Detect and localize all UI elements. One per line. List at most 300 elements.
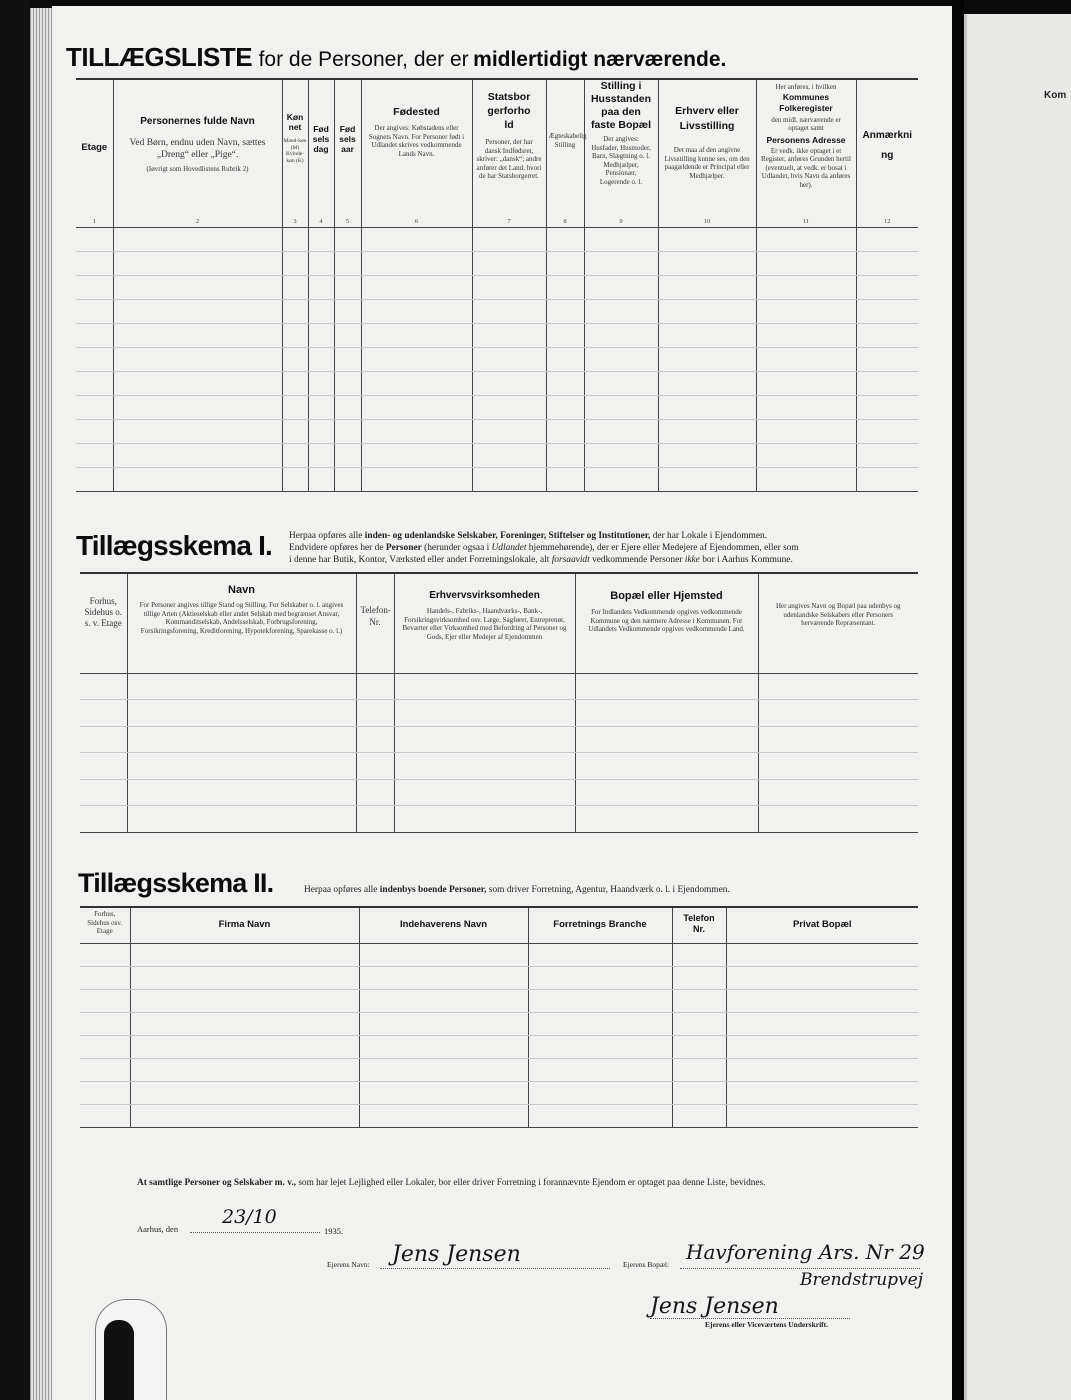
skema1-title: Tillægsskema I. xyxy=(76,530,273,561)
col-stilling-i-husstanden: Stilling i Husstanden paa den faste Bopæl Der angives: Husfader, Husmoder, Barn, Slægtning o. l. Medhjælper, Pensionær, Logerende o. l. 9 xyxy=(584,79,658,227)
table-cell[interactable] xyxy=(127,753,356,780)
date-dotted-line xyxy=(190,1232,320,1233)
table-cell[interactable] xyxy=(672,1035,726,1058)
table-row xyxy=(76,467,918,491)
table-cell[interactable] xyxy=(282,347,308,371)
declaration-text: At samtlige Personer og Selskaber m. v., som har lejet Lejlighed eller Lokaler, bor eller driver Forretning i forannævnte Ejendom er optaget paa denne Liste, bevidnes. xyxy=(137,1178,766,1188)
table-cell[interactable] xyxy=(361,275,472,299)
table-cell[interactable] xyxy=(130,1035,359,1058)
table-cell[interactable] xyxy=(113,323,282,347)
table-row xyxy=(76,251,918,275)
skema1-note-line-2: Endvidere opføres her de Personer (herunder ogsaa i Udlandet hjemmehørende), der er Ejere eller Medejere af Ejendommen, eller som xyxy=(289,543,799,553)
table-cell[interactable] xyxy=(756,443,856,467)
col-foedested: Fødested Der angives: Købstadens eller Sognets Navn. For Personer født i Udlandet skrives vedkommende Lands Navn. 6 xyxy=(361,79,472,227)
table-cell[interactable] xyxy=(584,251,658,275)
table-row xyxy=(76,275,918,299)
table-cell[interactable] xyxy=(308,347,334,371)
table-cell[interactable] xyxy=(856,467,918,491)
signature-handwritten: Jens Jensen xyxy=(650,1294,779,1319)
table-cell[interactable] xyxy=(658,275,756,299)
skema2-col-firma-navn: Firma Navn xyxy=(130,907,359,943)
table-row xyxy=(76,347,918,371)
table-cell[interactable] xyxy=(113,467,282,491)
table-cell[interactable] xyxy=(359,989,528,1012)
table-cell[interactable] xyxy=(334,467,361,491)
table-cell[interactable] xyxy=(584,347,658,371)
skema2-col-telefon: Telefon Nr. xyxy=(672,907,726,943)
table-cell[interactable] xyxy=(575,779,758,806)
table-cell[interactable] xyxy=(308,323,334,347)
skema2-note: Herpaa opføres alle indenbys boende Personer, som driver Forretning, Agentur, Haandværk o. l. i Ejendommen. xyxy=(304,885,730,895)
table-cell[interactable] xyxy=(356,700,394,727)
table-cell[interactable] xyxy=(282,419,308,443)
table-cell[interactable] xyxy=(113,443,282,467)
table-cell[interactable] xyxy=(856,299,918,323)
table-cell[interactable] xyxy=(334,443,361,467)
table-cell[interactable] xyxy=(658,227,756,251)
table-cell[interactable] xyxy=(726,1081,918,1104)
table-row xyxy=(80,779,918,806)
table-cell[interactable] xyxy=(546,227,584,251)
table-cell[interactable] xyxy=(658,347,756,371)
table-row xyxy=(76,299,918,323)
skema2-header-row xyxy=(80,907,918,943)
table-cell[interactable] xyxy=(672,966,726,989)
table-cell[interactable] xyxy=(361,323,472,347)
table-cell[interactable] xyxy=(334,323,361,347)
table-row xyxy=(80,1035,918,1058)
table-cell[interactable] xyxy=(113,251,282,275)
binder-clip-inner xyxy=(104,1320,134,1400)
table-cell[interactable] xyxy=(546,443,584,467)
table-cell[interactable] xyxy=(308,419,334,443)
table-cell[interactable] xyxy=(113,419,282,443)
tillaegsliste-body xyxy=(76,227,918,491)
owner-name-line xyxy=(380,1268,610,1269)
table-cell[interactable] xyxy=(113,371,282,395)
table-cell[interactable] xyxy=(334,299,361,323)
table-cell[interactable] xyxy=(472,395,546,419)
dark-background xyxy=(0,0,30,1400)
table-cell[interactable] xyxy=(113,395,282,419)
col-erhverv: Erhverv eller Livsstilling Det maa af den angivne Livsstilling kunne ses, om den paagældende er Principal eller Medhjælper. 10 xyxy=(658,79,756,227)
table-cell[interactable] xyxy=(80,806,127,833)
table-cell[interactable] xyxy=(528,966,672,989)
table-cell[interactable] xyxy=(130,1012,359,1035)
table-row xyxy=(76,419,918,443)
table-cell[interactable] xyxy=(80,1058,130,1081)
table-cell[interactable] xyxy=(359,1058,528,1081)
table-row xyxy=(76,443,918,467)
table-cell[interactable] xyxy=(282,323,308,347)
table-cell[interactable] xyxy=(76,275,113,299)
col-statsborgerforhold: Statsborgerforhold Personer, der har dansk Indfødsret, skriver: „dansk“; andre anfører det Land, hvori de har Statsborgerret. 7 xyxy=(472,79,546,227)
table-cell[interactable] xyxy=(359,1104,528,1127)
table-cell[interactable] xyxy=(528,1012,672,1035)
table-row xyxy=(76,323,918,347)
skema2-body xyxy=(80,943,918,1127)
page-gutter xyxy=(952,0,964,1400)
table-cell[interactable] xyxy=(282,275,308,299)
table-cell[interactable] xyxy=(856,347,918,371)
skema1-body xyxy=(80,673,918,833)
table-cell[interactable] xyxy=(80,779,127,806)
col-etage: Etage 1 xyxy=(76,79,113,227)
facing-page xyxy=(964,14,1071,1400)
skema1-col-telefon: Telefon-Nr. xyxy=(356,573,394,673)
table-row xyxy=(80,989,918,1012)
table-cell[interactable] xyxy=(76,371,113,395)
table-cell[interactable] xyxy=(472,299,546,323)
table-cell[interactable] xyxy=(528,1081,672,1104)
table-cell[interactable] xyxy=(130,1104,359,1127)
table-cell[interactable] xyxy=(856,323,918,347)
table-cell[interactable] xyxy=(356,779,394,806)
table-cell[interactable] xyxy=(856,227,918,251)
table-cell[interactable] xyxy=(584,443,658,467)
table-row xyxy=(80,806,918,833)
tillaegsliste-table xyxy=(76,78,918,492)
table-cell[interactable] xyxy=(472,227,546,251)
table-cell[interactable] xyxy=(361,395,472,419)
table-cell[interactable] xyxy=(80,700,127,727)
table-cell[interactable] xyxy=(756,299,856,323)
table-cell[interactable] xyxy=(282,227,308,251)
table-cell[interactable] xyxy=(334,251,361,275)
table-row xyxy=(80,966,918,989)
table-cell[interactable] xyxy=(76,323,113,347)
table-cell[interactable] xyxy=(584,395,658,419)
table-cell[interactable] xyxy=(856,251,918,275)
table-cell[interactable] xyxy=(127,726,356,753)
table-cell[interactable] xyxy=(758,806,918,833)
table-row xyxy=(76,395,918,419)
page-title xyxy=(66,42,926,73)
table-cell[interactable] xyxy=(726,966,918,989)
table-cell[interactable] xyxy=(758,726,918,753)
table-cell[interactable] xyxy=(394,726,575,753)
table-cell[interactable] xyxy=(584,371,658,395)
table-cell[interactable] xyxy=(528,989,672,1012)
table-cell[interactable] xyxy=(472,275,546,299)
table-cell[interactable] xyxy=(80,1104,130,1127)
table-cell[interactable] xyxy=(308,299,334,323)
facing-page-label: Kom xyxy=(1044,90,1067,101)
table-cell[interactable] xyxy=(658,419,756,443)
table-cell[interactable] xyxy=(726,1104,918,1127)
table-cell[interactable] xyxy=(76,419,113,443)
table-cell[interactable] xyxy=(334,395,361,419)
owner-address-label: Ejerens Bopæl: xyxy=(623,1260,670,1269)
table-cell[interactable] xyxy=(584,275,658,299)
table-cell[interactable] xyxy=(282,251,308,275)
skema1-col-etage: Forhus, Sidehus o. s. v. Etage xyxy=(80,573,127,673)
date-handwritten: 23/10 xyxy=(222,1206,277,1228)
table-row xyxy=(80,1058,918,1081)
table-row xyxy=(80,700,918,727)
table-cell[interactable] xyxy=(394,700,575,727)
table-cell[interactable] xyxy=(80,726,127,753)
year-text: 1935. xyxy=(324,1226,344,1236)
table-cell[interactable] xyxy=(756,251,856,275)
table-cell[interactable] xyxy=(76,347,113,371)
table-cell[interactable] xyxy=(546,371,584,395)
table-cell[interactable] xyxy=(361,227,472,251)
table-cell[interactable] xyxy=(80,673,127,700)
table-cell[interactable] xyxy=(361,299,472,323)
skema1-col-erhvervsvirksomheden: Erhvervsvirksomheden Handels-, Fabriks-, Haandværks-, Bank-, Forsikringsvirksomhed osv. Læge, Sagfører, Entreprenør, Beværter eller Virksomhed med Befordring af Personer og Gods, Ejer eller Medejer af Ejendommen xyxy=(394,573,575,673)
table-cell[interactable] xyxy=(80,966,130,989)
table-cell[interactable] xyxy=(575,700,758,727)
table-row xyxy=(80,1081,918,1104)
table-cell[interactable] xyxy=(546,299,584,323)
table-cell[interactable] xyxy=(726,943,918,966)
table-cell[interactable] xyxy=(528,1104,672,1127)
table-cell[interactable] xyxy=(356,726,394,753)
table-cell[interactable] xyxy=(584,323,658,347)
table-cell[interactable] xyxy=(394,806,575,833)
table-cell[interactable] xyxy=(758,673,918,700)
table-cell[interactable] xyxy=(546,467,584,491)
table-cell[interactable] xyxy=(546,275,584,299)
table-cell[interactable] xyxy=(308,443,334,467)
table-row xyxy=(80,943,918,966)
table-cell[interactable] xyxy=(472,443,546,467)
table-cell[interactable] xyxy=(359,1035,528,1058)
table-cell[interactable] xyxy=(658,251,756,275)
table-cell[interactable] xyxy=(546,251,584,275)
table-cell[interactable] xyxy=(80,753,127,780)
col-foedselsdag: Fødselsdag 4 xyxy=(308,79,334,227)
table-row xyxy=(80,673,918,700)
table-cell[interactable] xyxy=(584,419,658,443)
table-cell[interactable] xyxy=(394,779,575,806)
table-cell[interactable] xyxy=(658,443,756,467)
table-cell[interactable] xyxy=(726,1012,918,1035)
col-koennet: Kønnet Mand-køn (M) Kvinde-køn (K) 3 xyxy=(282,79,308,227)
table-cell[interactable] xyxy=(658,299,756,323)
city-date-line: Aarhus, den xyxy=(137,1224,179,1234)
table-cell[interactable] xyxy=(658,371,756,395)
table-cell[interactable] xyxy=(80,1035,130,1058)
table-cell[interactable] xyxy=(672,1012,726,1035)
table-cell[interactable] xyxy=(856,419,918,443)
table-cell[interactable] xyxy=(130,1058,359,1081)
table-cell[interactable] xyxy=(282,371,308,395)
table-cell[interactable] xyxy=(127,673,356,700)
table-cell[interactable] xyxy=(726,1058,918,1081)
skema1-header-row xyxy=(80,573,918,673)
table-cell[interactable] xyxy=(575,806,758,833)
table-cell[interactable] xyxy=(546,395,584,419)
table-cell[interactable] xyxy=(76,251,113,275)
table-cell[interactable] xyxy=(658,323,756,347)
table-cell[interactable] xyxy=(394,753,575,780)
table-cell[interactable] xyxy=(472,371,546,395)
table-cell[interactable] xyxy=(76,467,113,491)
table-cell[interactable] xyxy=(658,467,756,491)
table-cell[interactable] xyxy=(356,806,394,833)
table-cell[interactable] xyxy=(672,1058,726,1081)
table-cell[interactable] xyxy=(672,1081,726,1104)
table-cell[interactable] xyxy=(308,467,334,491)
table-cell[interactable] xyxy=(334,275,361,299)
table-cell[interactable] xyxy=(856,395,918,419)
table-cell[interactable] xyxy=(308,227,334,251)
table-cell[interactable] xyxy=(127,779,356,806)
table-cell[interactable] xyxy=(308,251,334,275)
skema1-note-line-3: i denne har Butik, Kontor, Værksted eller andet Forretningslokale, alt forsaavidt vedkommende Personer ikke bor i Aarhus Kommune. xyxy=(289,555,793,565)
table-cell[interactable] xyxy=(758,700,918,727)
table-cell[interactable] xyxy=(113,275,282,299)
table-cell[interactable] xyxy=(282,395,308,419)
table-cell[interactable] xyxy=(80,989,130,1012)
table-row xyxy=(76,227,918,251)
facing-page-fold xyxy=(964,14,967,1400)
col-fulde-navn: Personernes fulde Navn Ved Børn, endnu uden Navn, sættes „Dreng“ eller „Pige“. (Iøvrigt som Hovedlistens Rubrik 2) 2 xyxy=(113,79,282,227)
table-cell[interactable] xyxy=(472,323,546,347)
skema1-col-repraesentant: Her angives Navn og Bopæl paa udenbys og udenlandske Selskabers eller Personers herværende Repræsentant. xyxy=(758,573,918,673)
table-cell[interactable] xyxy=(575,753,758,780)
skema1-col-bopael: Bopæl eller Hjemsted For Indlandets Vedkommende opgives vedkommende Kommune og den nærmere Adresse i Kommunen. For Udlandets Vedkommende opgives vedkommende Land. xyxy=(575,573,758,673)
table-cell[interactable] xyxy=(672,1104,726,1127)
table-cell[interactable] xyxy=(113,347,282,371)
table-cell[interactable] xyxy=(856,443,918,467)
table-cell[interactable] xyxy=(361,419,472,443)
table-cell[interactable] xyxy=(308,395,334,419)
owner-name-label: Ejerens Navn: xyxy=(327,1260,370,1269)
table-cell[interactable] xyxy=(334,227,361,251)
table-cell[interactable] xyxy=(756,323,856,347)
table-cell[interactable] xyxy=(334,347,361,371)
skema1-table xyxy=(80,572,918,833)
table-cell[interactable] xyxy=(361,467,472,491)
table-cell[interactable] xyxy=(282,299,308,323)
table-cell[interactable] xyxy=(130,966,359,989)
table-cell[interactable] xyxy=(308,275,334,299)
table-cell[interactable] xyxy=(334,371,361,395)
table-cell[interactable] xyxy=(756,419,856,443)
table-cell[interactable] xyxy=(756,347,856,371)
table-cell[interactable] xyxy=(361,251,472,275)
table-cell[interactable] xyxy=(472,467,546,491)
table-cell[interactable] xyxy=(546,347,584,371)
col-foedselsaar: Fødselsaar 5 xyxy=(334,79,361,227)
table-cell[interactable] xyxy=(359,966,528,989)
table-cell[interactable] xyxy=(113,299,282,323)
table-cell[interactable] xyxy=(127,806,356,833)
skema2-col-privat-bopael: Privat Bopæl xyxy=(726,907,918,943)
col-aegteskabelig-stilling: Ægteskabelig Stilling 8 xyxy=(546,79,584,227)
table-row xyxy=(80,1012,918,1035)
owner-name-handwritten: Jens Jensen xyxy=(392,1242,521,1267)
table-cell[interactable] xyxy=(359,943,528,966)
table-cell[interactable] xyxy=(76,443,113,467)
skema2-col-indehaverens-navn: Indehaverens Navn xyxy=(359,907,528,943)
owner-address-line xyxy=(680,1268,920,1269)
table-cell[interactable] xyxy=(758,779,918,806)
table-cell[interactable] xyxy=(282,467,308,491)
table-cell[interactable] xyxy=(584,299,658,323)
table-cell[interactable] xyxy=(361,347,472,371)
table-cell[interactable] xyxy=(584,467,658,491)
table-cell[interactable] xyxy=(356,753,394,780)
table-cell[interactable] xyxy=(756,371,856,395)
table-header-row xyxy=(76,79,918,227)
table-cell[interactable] xyxy=(658,395,756,419)
table-cell[interactable] xyxy=(584,227,658,251)
table-row xyxy=(80,726,918,753)
table-cell[interactable] xyxy=(472,419,546,443)
table-cell[interactable] xyxy=(528,943,672,966)
table-cell[interactable] xyxy=(359,1012,528,1035)
table-cell[interactable] xyxy=(546,323,584,347)
skema2-col-forretnings-branche: Forretnings Branche xyxy=(528,907,672,943)
table-cell[interactable] xyxy=(472,347,546,371)
table-cell[interactable] xyxy=(127,700,356,727)
table-cell[interactable] xyxy=(672,943,726,966)
table-cell[interactable] xyxy=(726,989,918,1012)
skema1-col-navn: Navn For Personer angives tillige Stand og Stilling. For Selskaber o. l. angives tillige Arten (Aktieselskab eller andet Selskab med begrænset Ansvar, Kommanditselskab, Andelsselskab, Forbrugsforening, Forsikringsforening, Kreditforening, Hypotekforening, Sparekasse o. l.) xyxy=(127,573,356,673)
table-cell[interactable] xyxy=(334,419,361,443)
skema2-col-etage: Forhus, Sidehus osv. Etage xyxy=(80,907,130,943)
signature-label: Ejerens eller Viceværtens Underskrift. xyxy=(705,1320,829,1329)
table-cell[interactable] xyxy=(80,1081,130,1104)
table-cell[interactable] xyxy=(76,227,113,251)
table-cell[interactable] xyxy=(130,989,359,1012)
signature-line xyxy=(650,1318,850,1319)
table-cell[interactable] xyxy=(356,673,394,700)
table-row xyxy=(80,1104,918,1127)
table-cell[interactable] xyxy=(130,1081,359,1104)
table-cell[interactable] xyxy=(308,371,334,395)
table-cell[interactable] xyxy=(575,673,758,700)
table-cell[interactable] xyxy=(80,943,130,966)
table-cell[interactable] xyxy=(113,227,282,251)
col-folkeregister: Her anføres, i hvilken Kommunes Folkeregister den midl. nærværende er optaget samt Personens Adresse Er vedk. ikke optaget i et Register, anføres Grunden hertil (eventuelt, at vedk. er bosat i Udlandet, hvis Navn da anføres her). 11 xyxy=(756,79,856,227)
table-cell[interactable] xyxy=(672,989,726,1012)
table-cell[interactable] xyxy=(394,673,575,700)
table-cell[interactable] xyxy=(528,1058,672,1081)
table-cell[interactable] xyxy=(76,299,113,323)
table-cell[interactable] xyxy=(359,1081,528,1104)
owner-address-handwritten-2: Brendstrupvej xyxy=(800,1270,923,1290)
table-cell[interactable] xyxy=(361,371,472,395)
table-cell[interactable] xyxy=(856,371,918,395)
table-cell[interactable] xyxy=(361,443,472,467)
table-cell[interactable] xyxy=(726,1035,918,1058)
table-cell[interactable] xyxy=(856,275,918,299)
table-cell[interactable] xyxy=(756,395,856,419)
table-cell[interactable] xyxy=(756,275,856,299)
skema1-note xyxy=(289,530,919,566)
table-cell[interactable] xyxy=(80,1012,130,1035)
table-row xyxy=(80,753,918,780)
table-cell[interactable] xyxy=(758,753,918,780)
table-cell[interactable] xyxy=(472,251,546,275)
table-cell[interactable] xyxy=(130,943,359,966)
table-cell[interactable] xyxy=(756,467,856,491)
table-cell[interactable] xyxy=(76,395,113,419)
binder-clip xyxy=(96,1300,166,1400)
table-cell[interactable] xyxy=(575,726,758,753)
table-cell[interactable] xyxy=(546,419,584,443)
table-cell[interactable] xyxy=(282,443,308,467)
skema2-table xyxy=(80,906,918,1128)
table-row xyxy=(76,371,918,395)
table-cell[interactable] xyxy=(756,227,856,251)
table-cell[interactable] xyxy=(528,1035,672,1058)
